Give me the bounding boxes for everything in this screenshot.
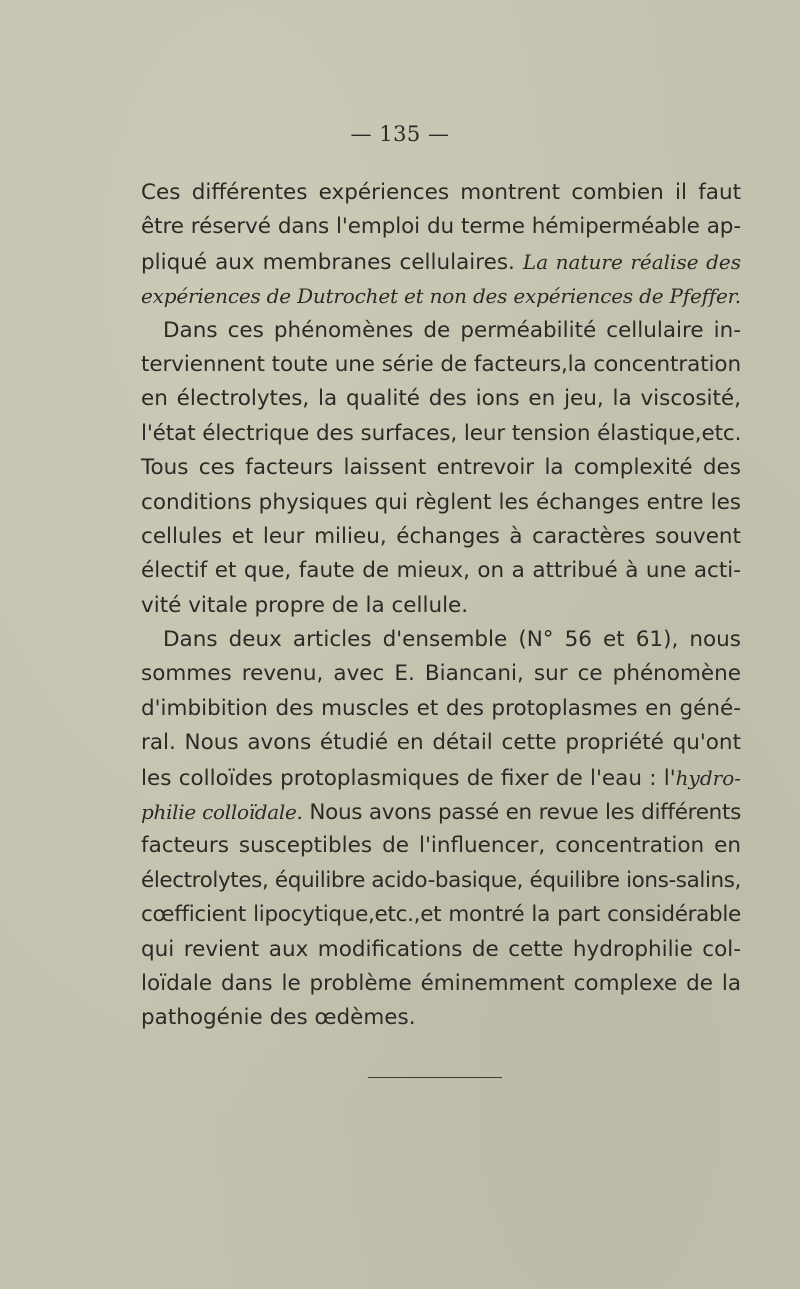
text-line: ral. Nous avons étudié en détail cette propriété qu'ont bbox=[141, 730, 741, 756]
text-line: terviennent toute une série de facteurs,la concentration bbox=[141, 351, 741, 377]
text-line: conditions physiques qui règlent les échanges entre les bbox=[141, 489, 741, 515]
text-line bbox=[141, 761, 741, 795]
text-line: sommes revenu, avec E. Biancani, sur ce phénomène bbox=[141, 661, 741, 687]
text-line bbox=[141, 795, 741, 829]
text-line: Dans deux articles d'ensemble (N° 56 et 61), nous bbox=[163, 627, 741, 653]
text-line bbox=[141, 245, 741, 279]
text-segment: les colloïdes protoplasmiques de fixer de l'eau : l' bbox=[141, 765, 676, 791]
text-line: en électrolytes, la qualité des ions en jeu, la viscosité, bbox=[141, 386, 741, 412]
body-text bbox=[141, 176, 741, 1036]
italic-text: philie colloïdale. bbox=[141, 800, 303, 825]
text-line: d'imbibition des muscles et des protoplasmes en géné- bbox=[141, 695, 741, 721]
text-line: être réservé dans l'emploi du terme hémiperméable ap- bbox=[141, 214, 741, 240]
end-rule bbox=[368, 1077, 502, 1078]
text-line: facteurs susceptibles de l'influencer, concentration en bbox=[141, 833, 741, 859]
text-line: électif et que, faute de mieux, on a attribué à une acti- bbox=[141, 558, 741, 584]
italic-text: La nature réalise des bbox=[522, 249, 741, 274]
text-line: loïdale dans le problème éminemment complexe de la bbox=[141, 970, 741, 996]
italic-text-line: expériences de Dutrochet et non des expériences de Pfeffer. bbox=[141, 284, 741, 309]
text-segment: pliqué aux membranes cellulaires. bbox=[141, 249, 515, 275]
text-line: électrolytes, équilibre acido-basique, équilibre ions-salins, bbox=[141, 867, 741, 893]
text-segment: Nous avons passé en revue les différents bbox=[309, 800, 741, 826]
text-line: l'état électrique des surfaces, leur tension élastique,etc. bbox=[141, 420, 742, 446]
text-line: Tous ces facteurs laissent entrevoir la complexité des bbox=[141, 455, 741, 481]
text-line: qui revient aux modifications de cette hydrophilie col- bbox=[141, 936, 741, 962]
text-line: vité vitale propre de la cellule. bbox=[141, 592, 469, 618]
text-line: Dans ces phénomènes de perméabilité cellulaire in- bbox=[163, 317, 741, 343]
text-line: cellules et leur milieu, échanges à caractères souvent bbox=[141, 523, 741, 549]
italic-text: hydro- bbox=[675, 765, 741, 790]
text-line: pathogénie des œdèmes. bbox=[141, 1005, 416, 1031]
text-line: Ces différentes expériences montrent combien il faut bbox=[141, 180, 741, 205]
text-line: cœfficient lipocytique,etc.,et montré la part considérable bbox=[141, 902, 741, 928]
page-number: — 135 — bbox=[350, 122, 450, 146]
